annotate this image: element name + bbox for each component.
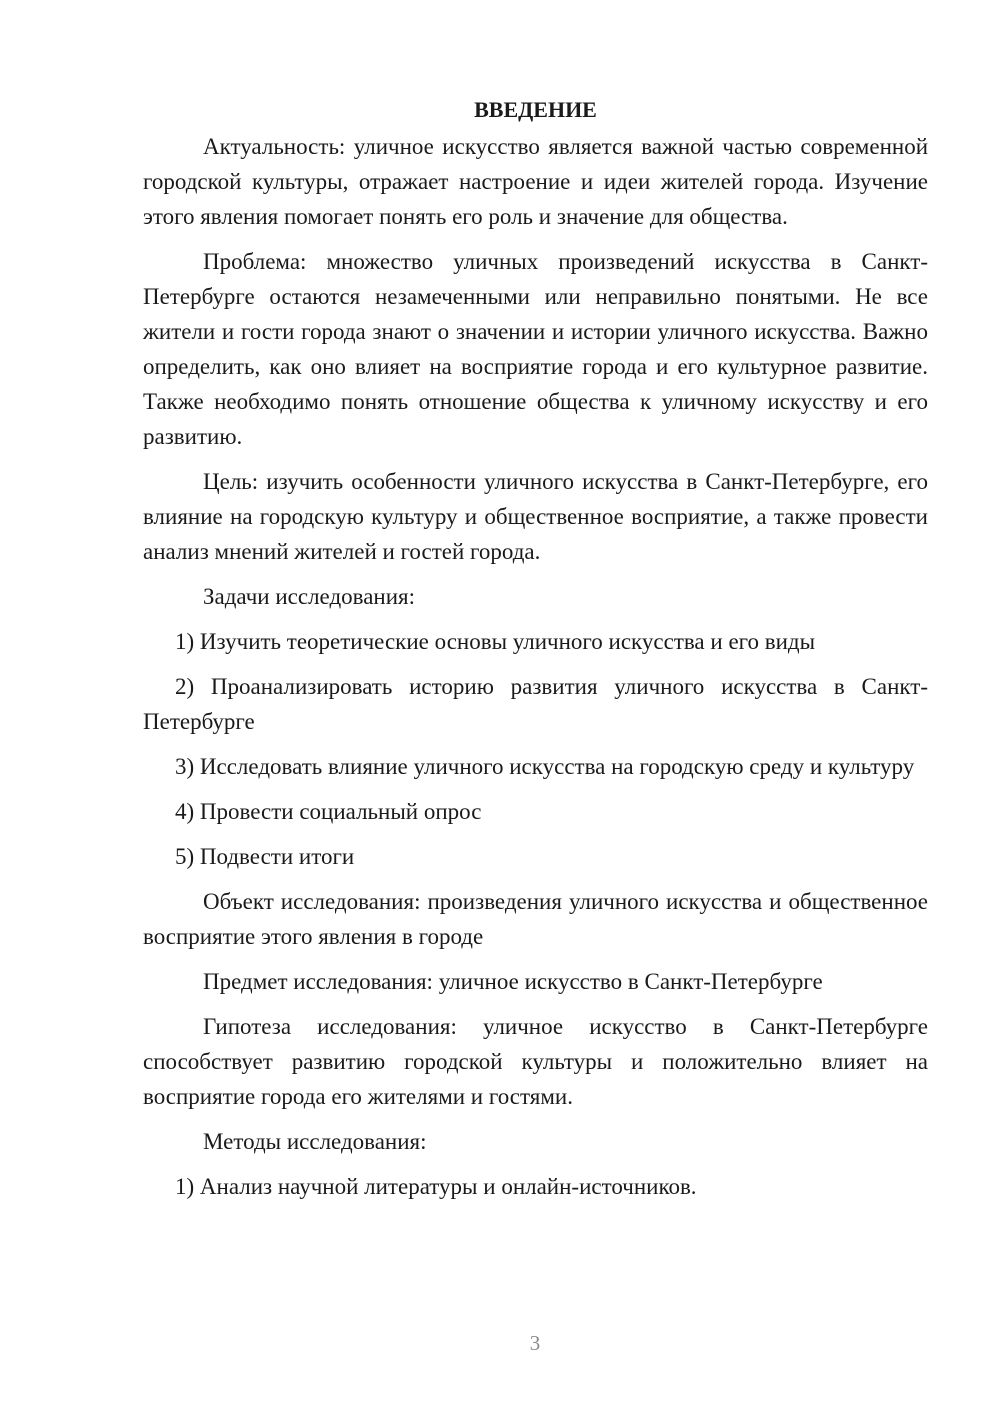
page-number: 3 bbox=[529, 1331, 541, 1355]
task-item: 3) Исследовать влияние уличного искусства на городскую среду и культуру bbox=[175, 754, 915, 779]
task-item: 1) Изучить теоретические основы уличного искусства и его виды bbox=[175, 629, 816, 654]
goal-paragraph: Цель: изучить особенности уличного искусства в Санкт-Петербурге, его влияние на городскую культуру и общественное восприятие, а также провести анализ мнений жителей и гостей города. bbox=[143, 469, 928, 564]
task-item: 4) Провести социальный опрос bbox=[175, 799, 482, 824]
tasks-heading: Задачи исследования: bbox=[203, 584, 416, 609]
problem-paragraph: Проблема: множество уличных произведений искусства в Санкт-Петербурге остаются незамеченными или неправильно понятыми. Не все жители и гости города знают о значении и истории уличного искусства. Важно определить, как оно влияет на восприятие города и его культурное развитие. Также необходимо понять отношение общества к уличному искусству и его развитию. bbox=[143, 249, 928, 449]
subject-paragraph: Предмет исследования: уличное искусство в Санкт-Петербурге bbox=[203, 969, 823, 994]
object-paragraph: Объект исследования: произведения уличного искусства и общественное восприятие этого явления в городе bbox=[143, 889, 928, 949]
task-item: 5) Подвести итоги bbox=[175, 844, 355, 869]
method-item: 1) Анализ научной литературы и онлайн-источников. bbox=[175, 1174, 697, 1199]
section-title: ВВЕДЕНИЕ bbox=[474, 97, 597, 122]
hypothesis-paragraph: Гипотеза исследования: уличное искусство в Санкт-Петербурге способствует развитию городской культуры и положительно влияет на восприятие города его жителями и гостями. bbox=[143, 1014, 928, 1109]
relevance-paragraph: Актуальность: уличное искусство является важной частью современной городской культуры, отражает настроение и идеи жителей города. Изучение этого явления помогает понять его роль и значение для общества. bbox=[143, 134, 928, 229]
task-item: 2) Проанализировать историю развития уличного искусства в Санкт-Петербурге bbox=[143, 674, 928, 734]
methods-heading: Методы исследования: bbox=[203, 1129, 427, 1154]
document-page bbox=[143, 92, 928, 1214]
